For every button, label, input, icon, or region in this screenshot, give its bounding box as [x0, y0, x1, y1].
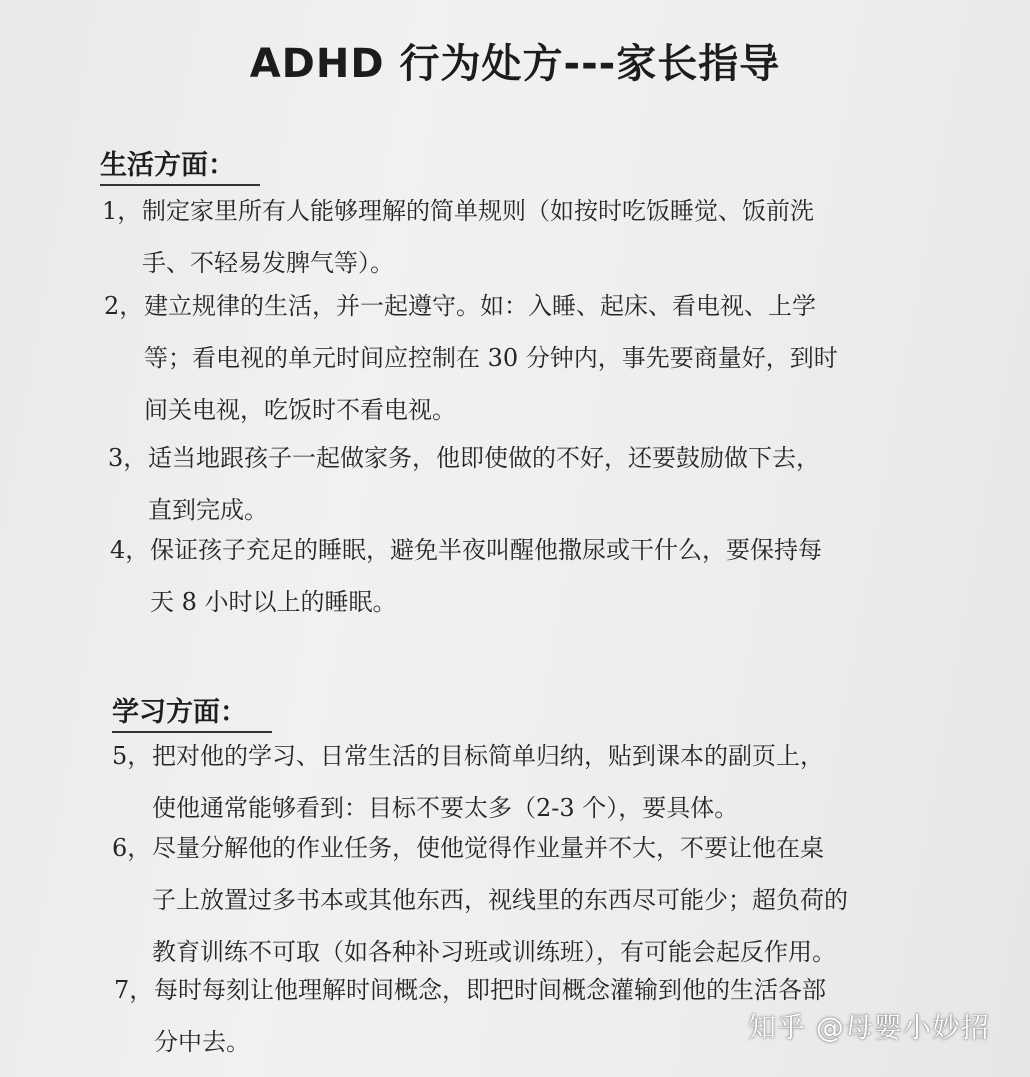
list-item-5 — [112, 730, 972, 834]
text-line: 手、不轻易发脾气等）。 — [142, 249, 394, 277]
item-text — [150, 524, 970, 628]
section-heading-life: 生活方面： — [100, 143, 260, 186]
item-text — [148, 432, 968, 536]
item-number: 4， — [110, 536, 150, 564]
item-number: 2， — [104, 292, 144, 320]
text-line: 把对他的学习、日常生活的目标简单归纳，贴到课本的副页上， — [152, 742, 824, 770]
text-line: 天 8 小时以上的睡眠。 — [150, 588, 397, 616]
item-number: 6， — [112, 834, 152, 862]
item-text — [144, 280, 964, 436]
text-line: 分中去。 — [154, 1028, 250, 1056]
list-item-1 — [102, 185, 962, 289]
text-line: 尽量分解他的作业任务，使他觉得作业量并不大，不要让他在桌 — [152, 834, 824, 862]
text-line: 间关电视，吃饭时不看电视。 — [144, 396, 456, 424]
item-text — [142, 185, 962, 289]
document-title: ADHD 行为处方---家长指导 — [249, 41, 781, 87]
text-line: 适当地跟孩子一起做家务，他即使做的不好，还要鼓励做下去， — [148, 444, 820, 472]
section-heading-study: 学习方面： — [112, 690, 272, 733]
list-item-6 — [112, 822, 972, 978]
text-line: 等；看电视的单元时间应控制在 30 分钟内，事先要商量好，到时 — [144, 344, 838, 372]
text-line: 直到完成。 — [148, 496, 268, 524]
text-line: 建立规律的生活，并一起遵守。如：入睡、起床、看电视、上学 — [144, 292, 816, 320]
text-line: 教育训练不可取（如各种补习班或训练班），有可能会起反作用。 — [152, 938, 836, 966]
list-item-2 — [104, 280, 964, 436]
text-line: 保证孩子充足的睡眠，避免半夜叫醒他撒尿或干什么，要保持每 — [150, 536, 822, 564]
watermark-text: 知乎 @母婴小妙招 — [748, 1011, 990, 1044]
item-number: 3， — [108, 444, 148, 472]
text-line: 每时每刻让他理解时间概念，即把时间概念灌输到他的生活各部 — [154, 976, 826, 1004]
text-line: 使他通常能够看到：目标不要太多（2-3 个），要具体。 — [152, 794, 739, 822]
list-item-3 — [108, 432, 968, 536]
text-line: 子上放置过多书本或其他东西，视线里的东西尽可能少；超负荷的 — [152, 886, 848, 914]
item-text — [152, 730, 972, 834]
list-item-4 — [110, 524, 970, 628]
text-line: 制定家里所有人能够理解的简单规则（如按时吃饭睡觉、饭前洗 — [142, 197, 814, 225]
item-number: 1， — [102, 197, 142, 225]
item-text — [152, 822, 972, 978]
item-number: 5， — [112, 742, 152, 770]
item-number: 7， — [114, 976, 154, 1004]
